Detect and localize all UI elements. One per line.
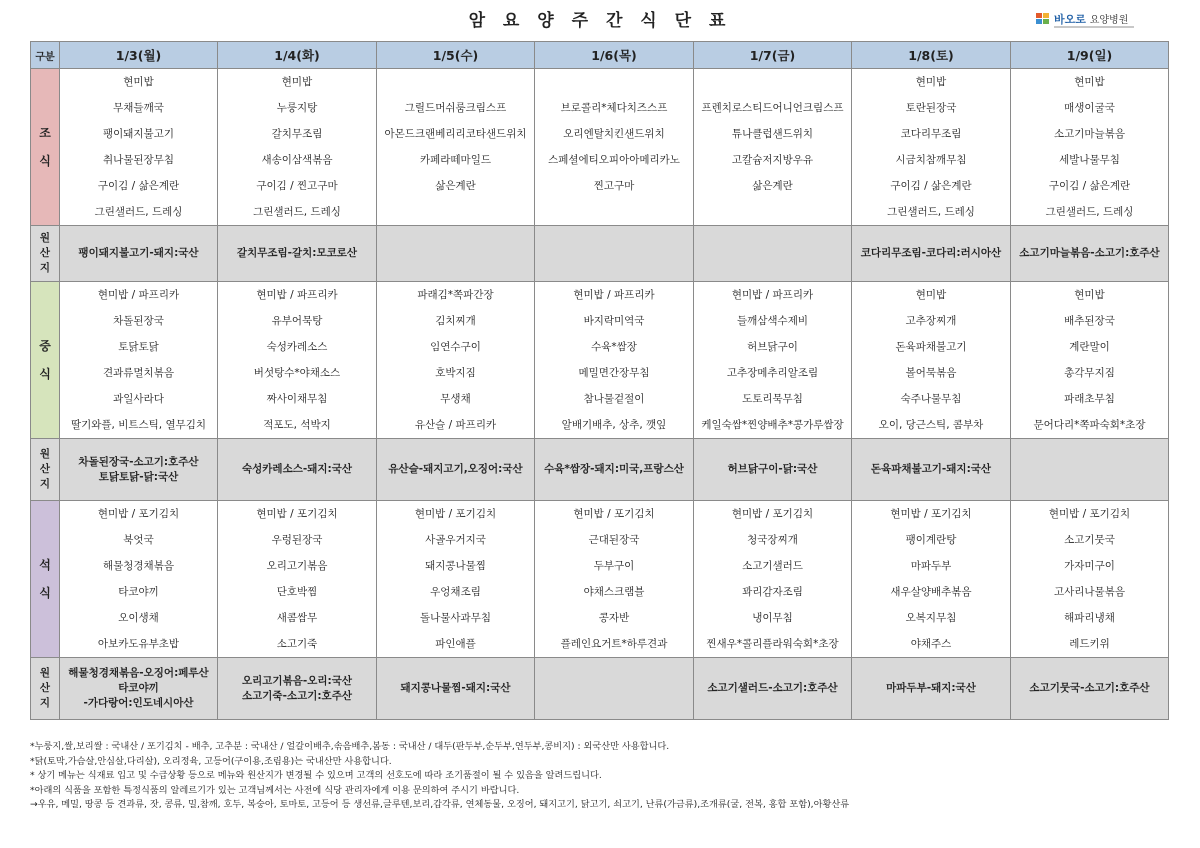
menu-item: 현미밥 / 파프리카 xyxy=(256,289,338,301)
origin-label xyxy=(31,658,60,720)
menu-item: 소고기죽 xyxy=(276,638,318,650)
menu-item: 무생채 xyxy=(440,393,471,405)
menu-item: 현미밥 xyxy=(281,76,313,88)
day-header: 1/3(월) xyxy=(60,42,218,69)
menu-item: 바지락미역국 xyxy=(583,315,645,327)
menu-item xyxy=(535,69,693,95)
menu-item: 찐새우*콜리플라워숙회*초장 xyxy=(706,638,839,650)
origin-label xyxy=(31,226,60,282)
menu-item: 유산슬 / 파프리카 xyxy=(414,419,497,431)
menu-item: 그린샐러드, 드레싱 xyxy=(253,206,341,218)
menu-item: 우렁된장국 xyxy=(271,534,323,546)
menu-item: 오리엔탈치킨샌드위치 xyxy=(563,128,665,140)
menu-item: 케일숙쌈*찐양배추*콩가루쌈장 xyxy=(701,419,844,431)
menu-cell xyxy=(377,69,535,226)
menu-item: 허브닭구이 xyxy=(747,341,798,353)
menu-cell xyxy=(852,501,1011,658)
meal-label-char: 조 xyxy=(39,126,51,140)
logo-tagline-bar xyxy=(1054,26,1134,28)
meal-label-char: 석 xyxy=(39,558,51,572)
menu-item: 우엉채조림 xyxy=(430,586,481,598)
menu-item: 짜사이채무침 xyxy=(266,393,328,405)
menu-item: 딸기와플, 비트스틱, 열무김치 xyxy=(70,419,207,431)
origin-cell xyxy=(1011,439,1169,501)
menu-item: 무채들깨국 xyxy=(113,102,164,114)
menu-item: 현미밥 xyxy=(915,76,947,88)
menu-item: 현미밥 xyxy=(1074,289,1105,301)
lunch-row xyxy=(31,282,1169,439)
menu-item: 소고기뭇국 xyxy=(1064,534,1115,546)
menu-item: 참나물겉절이 xyxy=(583,393,645,405)
origin-label-char: 지 xyxy=(39,697,51,709)
origin-label-char: 산 xyxy=(39,682,51,694)
footnote: *아래의 식품을 포함한 특정식품의 알레르기가 있는 고객님께서는 사전에 식당 관리자에게 이용 문의하여 주시기 바랍니다. xyxy=(30,784,520,796)
menu-item: 프렌치로스티드어니언크림스프 xyxy=(701,102,844,114)
menu-cell xyxy=(694,282,852,439)
meal-label-char: 식 xyxy=(39,586,51,600)
menu-cell xyxy=(852,69,1011,226)
breakfast-label xyxy=(31,69,60,226)
menu-item: 현미밥 / 포기김치 xyxy=(256,508,338,520)
menu-item: 팽이돼지불고기 xyxy=(102,128,174,140)
menu-item: 야채주스 xyxy=(910,638,952,650)
menu-item: 김치찌개 xyxy=(435,315,476,327)
menu-item: 취나물된장무침 xyxy=(102,154,174,166)
menu-item: 시금치참깨무침 xyxy=(895,154,967,166)
menu-item: 돌나물사과무침 xyxy=(419,612,491,624)
menu-item: 누룽지탕 xyxy=(276,102,318,114)
origin-text: -가다랑어:인도네시아산 xyxy=(83,697,194,709)
menu-item: 현미밥 / 포기김치 xyxy=(1048,508,1131,520)
origin-text: 허브닭구이-닭:국산 xyxy=(727,463,818,475)
menu-item: 견과류멸치볶음 xyxy=(102,367,174,379)
origin-cell xyxy=(377,226,535,282)
header-row xyxy=(31,42,1169,69)
origin-text: 숙성카레소스-돼지:국산 xyxy=(242,463,352,475)
footnote: * 상기 메뉴는 식재료 입고 및 수급상황 등으로 메뉴와 원산지가 변경될 수 있으며 고객의 선호도에 따라 조기품절이 될 수 있음을 알려드립니다. xyxy=(30,770,602,782)
origin-label-char: 원 xyxy=(39,232,51,244)
menu-item: 버섯탕수*야채소스 xyxy=(253,367,341,379)
menu-cell xyxy=(1011,282,1169,439)
meal-label-char: 중 xyxy=(39,339,51,353)
menu-item: 삶은계란 xyxy=(752,180,793,192)
menu-item xyxy=(694,199,851,225)
menu-item: 꽈리감자조림 xyxy=(742,586,803,598)
menu-item: 야채스크램블 xyxy=(583,586,645,598)
menu-item: 돈육파채불고기 xyxy=(895,341,967,353)
menu-item: 그릴드머쉬룸크림스프 xyxy=(404,102,507,114)
day-header: 1/7(금) xyxy=(694,42,852,69)
menu-item: 플레인요거트*하루견과 xyxy=(560,638,668,650)
menu-item: 구이김 / 삶은계란 xyxy=(1048,180,1131,192)
menu-item: 카페라떼마일드 xyxy=(419,154,491,166)
menu-cell xyxy=(377,282,535,439)
menu-item: 삶은계란 xyxy=(435,180,476,192)
footnote: *누룽지,쌀,보리쌀 : 국내산 / 포기김치 - 배추, 고추분 : 국내산 / 얼갈이배추,솎음배추,봄동 : 국내산 / 대두(판두부,순두부,연두부,콩비지) : 외국산만 사용합니다. xyxy=(30,741,670,752)
menu-item: 갈치무조림 xyxy=(271,128,323,140)
menu-item: 매생이굴국 xyxy=(1064,102,1115,114)
menu-item: 현미밥 / 포기김치 xyxy=(890,508,972,520)
menu-item: 적포도, 석박지 xyxy=(263,419,331,431)
menu-item: 고사리나물볶음 xyxy=(1053,586,1125,598)
menu-item: 현미밥 xyxy=(1074,76,1105,88)
origin-cell xyxy=(694,226,852,282)
origin-cell xyxy=(694,439,852,501)
origin-cell xyxy=(1011,658,1169,720)
origin-text: 타코야끼 xyxy=(118,682,159,694)
menu-item: 총각무지짐 xyxy=(1064,367,1115,379)
menu-item: 알배기배추, 상추, 깻잎 xyxy=(561,419,667,431)
menu-item: 현미밥 xyxy=(123,76,154,88)
menu-item: 가자미구이 xyxy=(1064,560,1115,572)
lunch-origin-row xyxy=(31,439,1169,501)
day-header: 1/5(수) xyxy=(377,42,535,69)
menu-item xyxy=(377,199,534,225)
menu-item: 콩자반 xyxy=(598,612,630,624)
menu-item: 호박지짐 xyxy=(435,367,476,379)
menu-item: 타코야끼 xyxy=(118,586,159,598)
menu-item: 오복지무침 xyxy=(905,612,957,624)
origin-text: 오리고기볶음-오리:국산 xyxy=(242,674,352,687)
menu-item: 유부어묵탕 xyxy=(271,315,323,327)
menu-item: 임연수구이 xyxy=(430,341,481,353)
origin-cell xyxy=(218,658,377,720)
page-title: 암 요 양 주 간 식 단 표 xyxy=(468,11,732,31)
origin-text: 소고기죽-소고기:호주산 xyxy=(242,689,352,702)
menu-item: 현미밥 / 파프리카 xyxy=(573,289,655,301)
menu-item: 찐고구마 xyxy=(593,180,635,192)
origin-cell xyxy=(60,226,218,282)
origin-label-char: 원 xyxy=(39,667,51,679)
menu-item xyxy=(694,69,851,95)
menu-item: 차돌된장국 xyxy=(113,315,164,327)
origin-text: 돈육파채불고기-돼지:국산 xyxy=(870,463,992,475)
menu-item: 오리고기볶음 xyxy=(266,560,328,572)
menu-item xyxy=(377,69,534,95)
menu-item xyxy=(535,199,693,225)
dinner-origin-row xyxy=(31,658,1169,720)
menu-item: 볼어묵볶음 xyxy=(905,367,957,379)
menu-item: 해물청경채볶음 xyxy=(102,560,174,572)
origin-cell xyxy=(377,439,535,501)
dinner-row xyxy=(31,501,1169,658)
header-corner: 구분 xyxy=(31,42,60,69)
menu-item: 토란된장국 xyxy=(905,102,957,114)
menu-cell xyxy=(1011,501,1169,658)
day-header: 1/4(화) xyxy=(218,42,377,69)
origin-cell xyxy=(60,439,218,501)
origin-text: 소고기뭇국-소고기:호주산 xyxy=(1029,682,1150,694)
menu-item: 팽이계란탕 xyxy=(905,534,957,546)
menu-item: 현미밥 / 포기김치 xyxy=(97,508,180,520)
menu-item: 구이김 / 찐고구마 xyxy=(256,180,338,192)
menu-item: 문어다리*쪽파숙회*초장 xyxy=(1033,419,1146,431)
menu-item: 들깨삼색수제비 xyxy=(736,315,808,327)
footnotes xyxy=(30,740,1180,813)
origin-label xyxy=(31,439,60,501)
origin-text: 돼지콩나물찜-돼지:국산 xyxy=(400,682,511,694)
menu-item: 현미밥 / 포기김치 xyxy=(731,508,814,520)
menu-cell xyxy=(218,69,377,226)
menu-cell xyxy=(60,69,218,226)
menu-item: 현미밥 / 포기김치 xyxy=(573,508,655,520)
origin-cell xyxy=(218,226,377,282)
menu-item: 파래김*쪽파간장 xyxy=(417,289,494,301)
menu-item: 아보카도유부초밥 xyxy=(97,638,180,650)
menu-cell xyxy=(535,501,694,658)
menu-item: 두부구이 xyxy=(593,560,635,572)
menu-item: 마파두부 xyxy=(910,560,952,572)
origin-cell xyxy=(377,658,535,720)
lunch-label xyxy=(31,282,60,439)
menu-cell xyxy=(60,282,218,439)
menu-cell xyxy=(1011,69,1169,226)
menu-item: 오이생채 xyxy=(118,612,159,624)
menu-item: 파인애플 xyxy=(435,638,476,650)
weekly-menu-table xyxy=(30,41,1169,720)
origin-label-char: 산 xyxy=(39,247,51,259)
menu-item: 새우살양배추볶음 xyxy=(890,586,972,598)
logo-icon xyxy=(1036,13,1050,25)
menu-item: 그린샐러드, 드레싱 xyxy=(1045,206,1134,218)
menu-item: 아몬드크랜베리리코타샌드위치 xyxy=(384,128,527,140)
footnote: *닭(토막,가슴살,안심살,다리살), 오리정육, 고등어(구이용,조림용)는 국내산만 사용합니다. xyxy=(30,755,392,767)
menu-item: 배추된장국 xyxy=(1064,315,1115,327)
origin-cell xyxy=(1011,226,1169,282)
menu-item: 숙성카레소스 xyxy=(266,341,328,353)
day-header: 1/6(목) xyxy=(535,42,694,69)
menu-item: 레드키위 xyxy=(1069,638,1110,650)
menu-item: 계란말이 xyxy=(1069,341,1110,353)
menu-item: 단호박찜 xyxy=(276,586,318,598)
origin-cell xyxy=(535,226,694,282)
menu-item: 세발나물무침 xyxy=(1059,154,1120,166)
origin-cell xyxy=(535,658,694,720)
origin-text: 토닭토닭-닭:국산 xyxy=(98,470,179,483)
footnote: →우유, 메밀, 땅콩 등 견과류, 잣, 콩류, 밀,참깨, 호두, 복숭아, 토마토, 고등어 등 생선류,글루텐,보리,갑각류, 연체동물, 오징어, 돼지고기, 닭고기, 쇠고기, 난류(가금류),조개류(굴, 전복, 홍합 포함),아황산류 xyxy=(30,799,850,811)
meal-label-char: 식 xyxy=(39,367,51,381)
menu-item: 도토리묵무침 xyxy=(742,393,803,405)
origin-label-char: 지 xyxy=(39,478,51,490)
menu-cell xyxy=(535,282,694,439)
menu-item: 튜나클럽샌드위치 xyxy=(731,128,814,140)
menu-item: 사골우거지국 xyxy=(425,534,486,546)
menu-item: 숙주나물무침 xyxy=(900,393,962,405)
menu-item: 현미밥 / 파프리카 xyxy=(731,289,814,301)
menu-cell xyxy=(377,501,535,658)
origin-cell xyxy=(852,658,1011,720)
menu-item: 고칼슘저지방우유 xyxy=(731,154,814,166)
menu-cell xyxy=(218,282,377,439)
menu-item: 소고기샐러드 xyxy=(742,560,803,572)
origin-text: 마파두부-돼지:국산 xyxy=(886,682,976,694)
menu-item: 구이김 / 삶은계란 xyxy=(890,180,972,192)
breakfast-origin-row xyxy=(31,226,1169,282)
origin-cell xyxy=(60,658,218,720)
menu-item: 수육*쌈장 xyxy=(591,341,637,353)
menu-item: 코다리무조림 xyxy=(900,128,962,140)
menu-item: 그린샐러드, 드레싱 xyxy=(887,206,975,218)
menu-item: 그린샐러드, 드레싱 xyxy=(94,206,183,218)
menu-cell xyxy=(535,69,694,226)
origin-label-char: 지 xyxy=(39,262,51,274)
origin-text: 소고기마늘볶음-소고기:호주산 xyxy=(1019,247,1160,259)
menu-cell xyxy=(852,282,1011,439)
menu-item: 파래초무침 xyxy=(1064,393,1115,405)
origin-text: 소고기샐러드-소고기:호주산 xyxy=(707,682,838,694)
origin-text: 유산슬-돼지고기,오징어:국산 xyxy=(388,463,523,475)
origin-label-char: 원 xyxy=(39,448,51,460)
origin-cell xyxy=(852,226,1011,282)
menu-cell xyxy=(694,69,852,226)
menu-cell xyxy=(60,501,218,658)
menu-item: 토닭토닭 xyxy=(118,341,159,353)
menu-item: 북엇국 xyxy=(123,534,154,546)
menu-item: 현미밥 / 파프리카 xyxy=(97,289,180,301)
origin-text: 차돌된장국-소고기:호주산 xyxy=(78,455,199,468)
menu-item: 오이, 당근스틱, 콤부차 xyxy=(878,419,984,431)
menu-item: 현미밥 / 포기김치 xyxy=(414,508,497,520)
menu-cell xyxy=(694,501,852,658)
menu-item: 브로콜리*체다치즈스프 xyxy=(560,102,668,114)
origin-cell xyxy=(535,439,694,501)
logo-brand: 바오로 xyxy=(1054,13,1086,26)
day-header: 1/9(일) xyxy=(1011,42,1169,69)
breakfast-row xyxy=(31,69,1169,226)
origin-text: 갈치무조림-갈치:모코로산 xyxy=(236,247,358,259)
origin-text: 팽이돼지불고기-돼지:국산 xyxy=(78,247,199,259)
origin-text: 해물청경채볶음-오징어:페루산 xyxy=(68,667,209,679)
menu-item: 근대된장국 xyxy=(588,534,640,546)
menu-item: 메밀면간장무침 xyxy=(578,367,650,379)
origin-label-char: 산 xyxy=(39,463,51,475)
menu-item: 고추장찌개 xyxy=(905,315,957,327)
menu-item: 냉이무침 xyxy=(752,612,793,624)
origin-cell xyxy=(852,439,1011,501)
menu-item: 현미밥 xyxy=(915,289,947,301)
menu-item: 스페셜에티오피아아메리카노 xyxy=(548,154,680,166)
menu-item: 구이김 / 삶은계란 xyxy=(97,180,180,192)
day-header: 1/8(토) xyxy=(852,42,1011,69)
menu-item: 돼지콩나물찜 xyxy=(425,560,486,572)
origin-cell xyxy=(218,439,377,501)
logo-suffix: 요양병원 xyxy=(1089,15,1129,26)
origin-cell xyxy=(694,658,852,720)
origin-text: 수육*쌈장-돼지:미국,프랑스산 xyxy=(544,463,684,475)
meal-label-char: 식 xyxy=(39,154,51,168)
dinner-label xyxy=(31,501,60,658)
menu-item: 청국장찌개 xyxy=(747,534,798,546)
menu-item: 고추장메추리알조림 xyxy=(726,367,819,379)
origin-text: 코다리무조림-코다리:러시아산 xyxy=(860,247,1002,259)
menu-item: 해파리냉채 xyxy=(1064,612,1115,624)
menu-item: 소고기마늘볶음 xyxy=(1053,128,1125,140)
menu-item: 과일사라다 xyxy=(113,393,164,405)
menu-item: 새콤쌈무 xyxy=(276,612,318,624)
menu-cell xyxy=(218,501,377,658)
menu-item: 새송이삼색볶음 xyxy=(261,154,333,166)
